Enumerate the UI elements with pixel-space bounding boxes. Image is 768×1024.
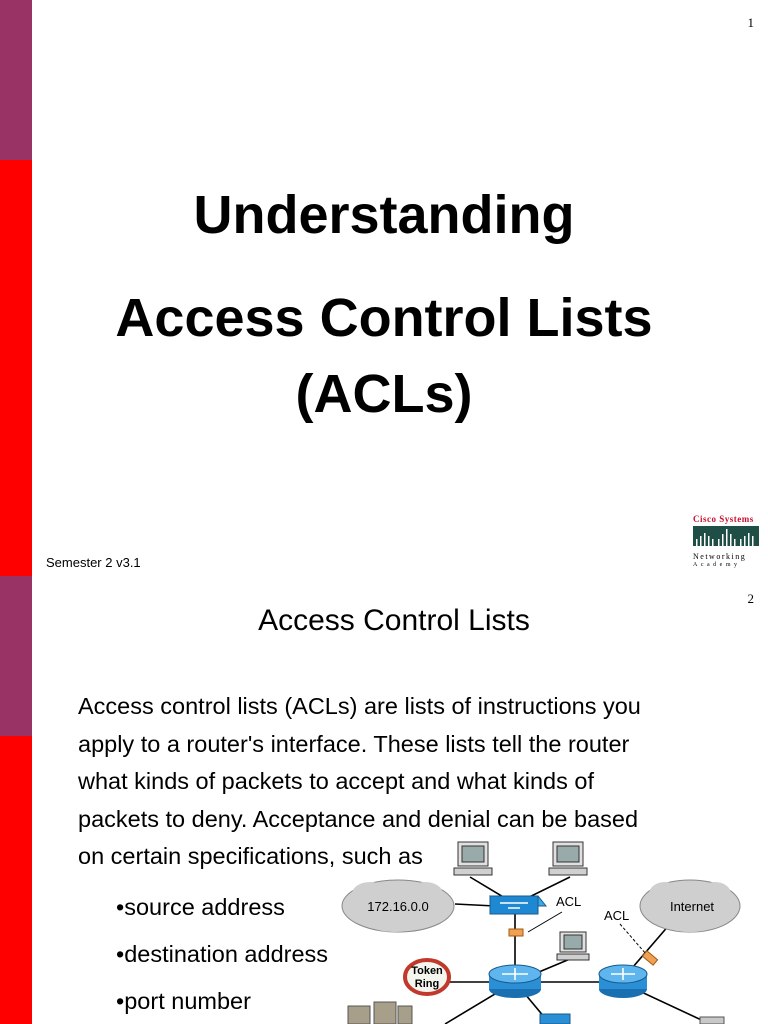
acl-marker-icon: [509, 929, 523, 936]
body-line: apply to a router's interface. These lists tell the router: [78, 730, 630, 757]
page-number: 1: [747, 15, 754, 30]
title-line-2: Access Control Lists: [115, 288, 653, 348]
acl-label: ACL: [604, 908, 630, 923]
token-ring-label-2: Ring: [414, 978, 440, 990]
accent-bar-top: [0, 576, 32, 736]
acl-marker-icon: [642, 951, 657, 965]
logo-line-2: Academy: [693, 562, 741, 568]
title-line-1: Understanding: [193, 185, 575, 245]
router-icon: [489, 965, 541, 998]
computer-icon: [557, 932, 589, 960]
body-line: what kinds of packets to accept and what kinds of: [78, 768, 594, 794]
accent-bar-top: [0, 0, 32, 160]
acl-label: ACL: [556, 894, 582, 909]
page-number: 2: [747, 591, 754, 606]
bullet-item: •source address: [116, 894, 285, 920]
bullet-list: [116, 884, 328, 1024]
logo-brand: Cisco Systems: [693, 514, 754, 524]
acl-pointer: [528, 912, 562, 932]
bullet-item: •port number: [116, 988, 251, 1014]
logo-bridge-icon: [693, 524, 759, 548]
accent-bar-bottom: [0, 736, 32, 1024]
cisco-logo: [693, 514, 763, 569]
cloud-right-label: Internet: [669, 899, 715, 914]
token-ring-label-1: Token: [411, 965, 443, 977]
bullet-item: •destination address: [116, 941, 329, 967]
computer-icon: [700, 1017, 724, 1024]
acl-pointer: [620, 924, 646, 954]
subtitle: Semester 2 v3.1: [46, 555, 141, 570]
cloud-left-label: 172.16.0.0: [367, 899, 429, 914]
network-diagram: [340, 834, 760, 1024]
slide-2: [0, 576, 768, 1024]
router-icon: [599, 965, 647, 998]
computer-icon: [549, 842, 587, 875]
switch-icon: [490, 896, 546, 914]
body-line: on certain specifications, such as: [78, 843, 423, 869]
logo-line-1: Networking: [693, 552, 747, 561]
computer-icon: [454, 842, 492, 875]
body-line: Access control lists (ACLs) are lists of instructions you: [78, 693, 641, 719]
body-line: packets to deny. Acceptance and denial can be based: [78, 805, 639, 832]
slide-title: Access Control Lists: [258, 604, 530, 637]
server-icon: [348, 1002, 412, 1024]
title-line-3: (ACLs): [295, 364, 473, 424]
switch-icon: [540, 1014, 570, 1024]
